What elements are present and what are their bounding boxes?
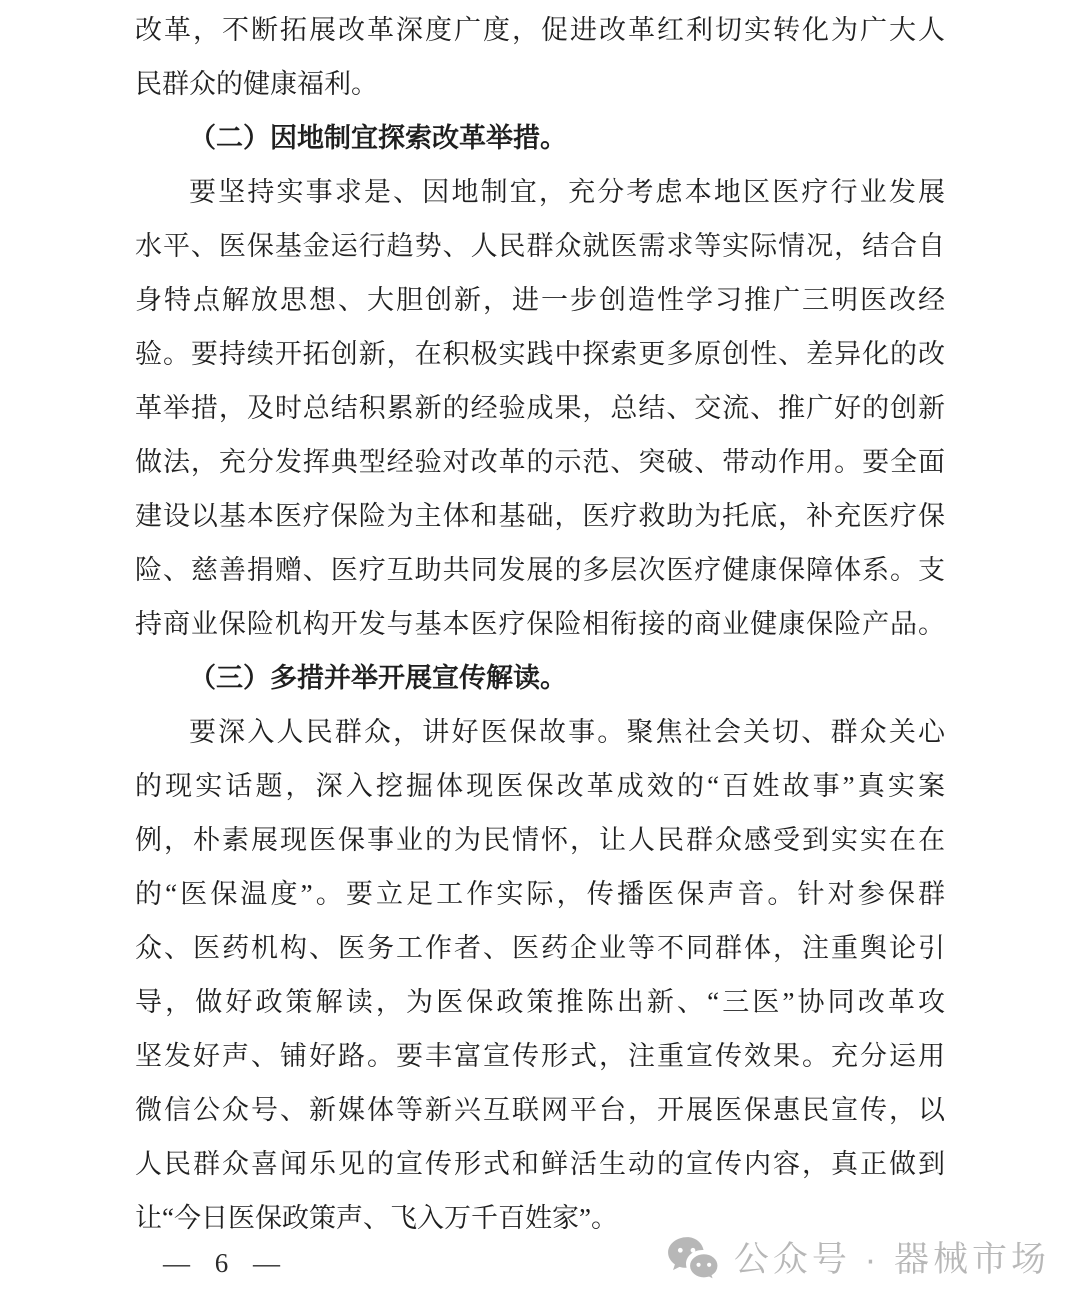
- text-line: 众、医药机构、医务工作者、医药企业等不同群体，注重舆论引: [135, 933, 945, 963]
- text-line: 做法，充分发挥典型经验对改革的示范、突破、带动作用。要全面: [135, 447, 945, 477]
- text-line: （二）因地制宜探索改革举措。: [189, 123, 567, 153]
- text-line: 人民群众喜闻乐见的宣传形式和鲜活生动的宣传内容，真正做到: [135, 1149, 945, 1179]
- wechat-icon: [666, 1236, 722, 1284]
- text-line: 验。要持续开拓创新，在积极实践中探索更多原创性、差异化的改: [135, 339, 945, 369]
- paragraph: [135, 705, 945, 1245]
- watermark-label: 公众号 · 器械市场: [733, 1240, 1050, 1279]
- text-line: 要坚持实事求是、因地制宜，充分考虑本地区医疗行业发展: [189, 177, 945, 207]
- text-line: 革举措，及时总结积累新的经验成果，总结、交流、推广好的创新: [135, 393, 945, 423]
- text-line: 坚发好声、铺好路。要丰富宣传形式，注重宣传效果。充分运用: [135, 1041, 945, 1071]
- text-line: 要深入人民群众，讲好医保故事。聚焦社会关切、群众关心: [189, 717, 945, 747]
- section-heading: [135, 111, 945, 165]
- text-line: 的“医保温度”。要立足工作实际，传播医保声音。针对参保群: [135, 879, 945, 909]
- text-line: 建设以基本医疗保险为主体和基础，医疗救助为托底，补充医疗保: [135, 501, 945, 531]
- section-heading: [135, 651, 945, 705]
- text-line: 让“今日医保政策声、飞入万千百姓家”。: [135, 1203, 618, 1233]
- text-line: 民群众的健康福利。: [135, 69, 378, 99]
- text-line: 微信公众号、新媒体等新兴互联网平台，开展医保惠民宣传，以: [135, 1095, 945, 1125]
- text-line: 持商业保险机构开发与基本医疗保险相衔接的商业健康保险产品。: [135, 609, 945, 639]
- text-line: 水平、医保基金运行趋势、人民群众就医需求等实际情况，结合自: [135, 231, 945, 261]
- document-body: [135, 3, 945, 1245]
- text-line: （三）多措并举开展宣传解读。: [189, 663, 567, 693]
- paragraph: [135, 3, 945, 111]
- page-number: — 6 —: [163, 1248, 281, 1278]
- text-line: 险、慈善捐赠、医疗互助共同发展的多层次医疗健康保障体系。支: [135, 555, 945, 585]
- text-line: 的现实话题，深入挖掘体现医保改革成效的“百姓故事”真实案: [135, 771, 945, 801]
- text-line: 例，朴素展现医保事业的为民情怀，让人民群众感受到实实在在: [135, 825, 945, 855]
- watermark: [666, 1234, 1050, 1286]
- paragraph: [135, 165, 945, 651]
- text-line: 改革，不断拓展改革深度广度，促进改革红利切实转化为广大人: [135, 15, 945, 45]
- text-line: 身特点解放思想、大胆创新，进一步创造性学习推广三明医改经: [135, 285, 945, 315]
- text-line: 导，做好政策解读，为医保政策推陈出新、“三医”协同改革攻: [135, 987, 945, 1017]
